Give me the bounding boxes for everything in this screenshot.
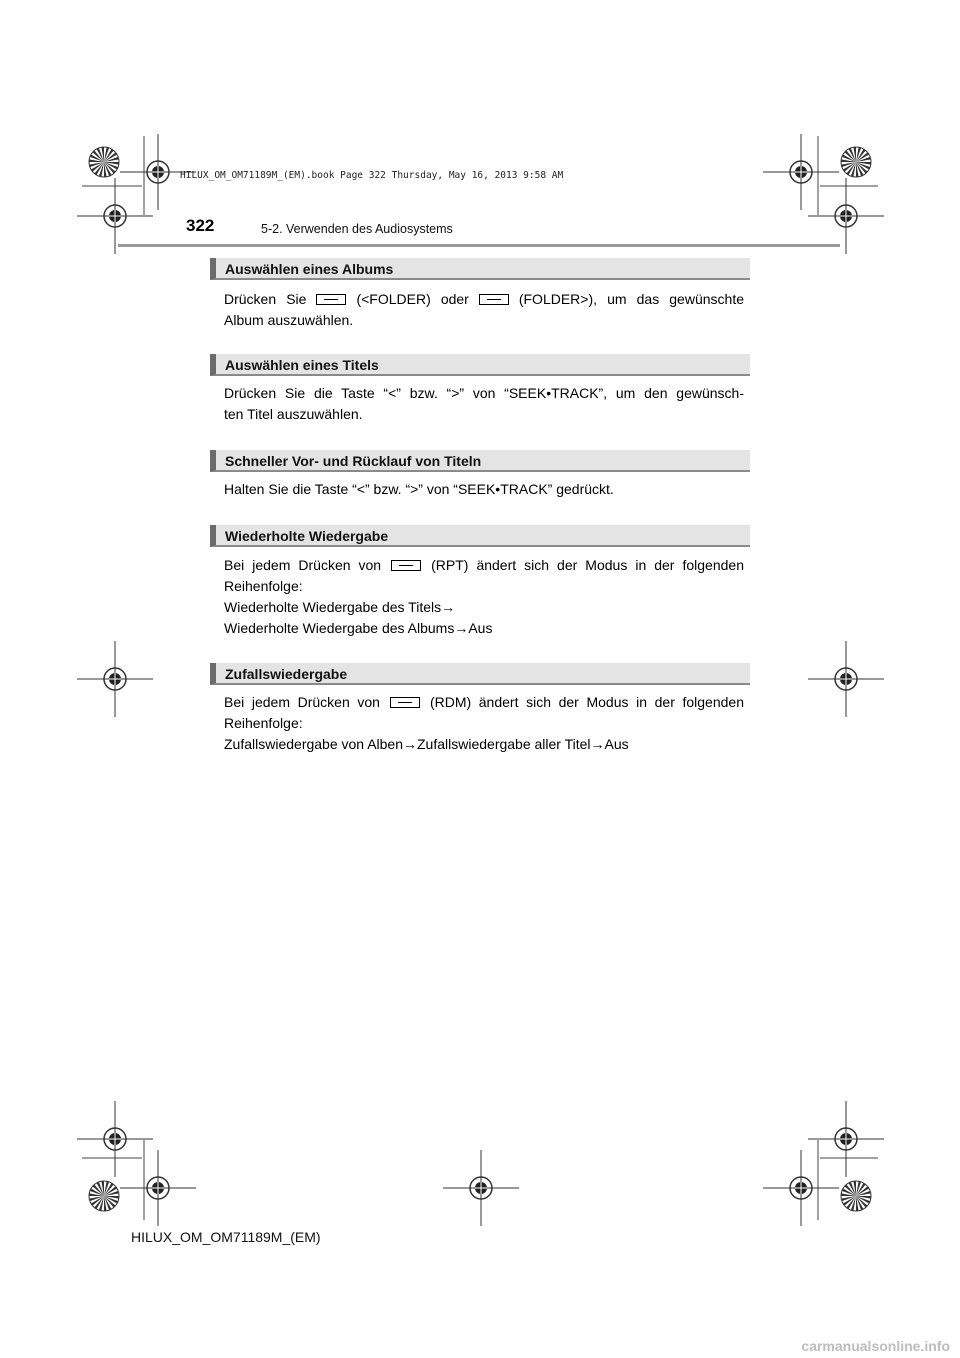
registration-wheel-icon [89,147,119,177]
header-rule [118,244,840,247]
crosshair-icon [77,1101,153,1177]
registration-wheel-icon [841,147,871,177]
button-icon [479,294,509,305]
section-title: Auswählen eines Albums [225,261,394,277]
crosshair-icon [77,178,153,254]
body-line: Reihenfolge: [224,578,303,594]
running-head: 5-2. Verwenden des Audiosystems [261,222,453,236]
crosshair-icon [77,641,153,717]
crosshair-icon [120,1150,196,1226]
section-body [224,383,744,425]
section-heading [210,450,750,472]
section-title: Auswählen eines Titels [225,357,379,373]
body-line: Wiederholte Wiedergabe des Albums→Aus [224,620,493,636]
crosshair-icon [808,178,884,254]
body-line: Bei jedem Drücken von (RPT) ändert sich der Modus in der folgenden [224,557,744,573]
section-body [224,555,744,639]
body-line: Zufallswiedergabe von Alben→Zufallswiedergabe aller Titel→Aus [224,736,629,752]
section-title: Zufallswiedergabe [225,666,348,682]
registration-wheel-icon [841,1181,871,1211]
section-heading [210,525,750,547]
section-body [224,479,744,500]
section-body [224,289,744,331]
crosshair-icon [443,1150,519,1226]
section-title: Schneller Vor- und Rücklauf von Titeln [225,453,482,469]
section-title: Wiederholte Wiedergabe [225,528,389,544]
watermark: carmanualsonline.info [801,1338,950,1354]
print-info: HILUX_OM_OM71189M_(EM).book Page 322 Thursday, May 16, 2013 9:58 AM [180,170,564,181]
body-line: Drücken Sie (<FOLDER) oder (FOLDER>), um das gewünschte [224,291,744,307]
section-heading [210,258,750,280]
section-body [224,692,744,755]
body-line: Reihenfolge: [224,715,303,731]
body-line: Drücken Sie die Taste “<” bzw. “>” von “SEEK•TRACK”, um den gewünsch- [224,385,744,401]
rdm-button-icon [390,697,420,708]
crosshair-icon [763,134,839,210]
registration-wheel-icon [89,1181,119,1211]
crosshair-icon [808,1101,884,1177]
section-heading [210,663,750,685]
crosshair-icon [808,641,884,717]
body-line: Bei jedem Drücken von (RDM) ändert sich der Modus in der folgenden [224,694,744,710]
page-number: 322 [186,216,215,235]
body-line: Halten Sie die Taste “<” bzw. “>” von “SEEK•TRACK” gedrückt. [224,481,614,497]
rpt-button-icon [391,560,421,571]
section-heading [210,354,750,376]
body-line: ten Titel auszuwählen. [224,406,363,422]
crosshair-icon [763,1150,839,1226]
body-line: Album auszuwählen. [224,312,354,328]
body-line: Wiederholte Wiedergabe des Titels→ [224,599,456,615]
footer-code: HILUX_OM_OM71189M_(EM) [131,1229,321,1245]
button-icon [316,294,346,305]
